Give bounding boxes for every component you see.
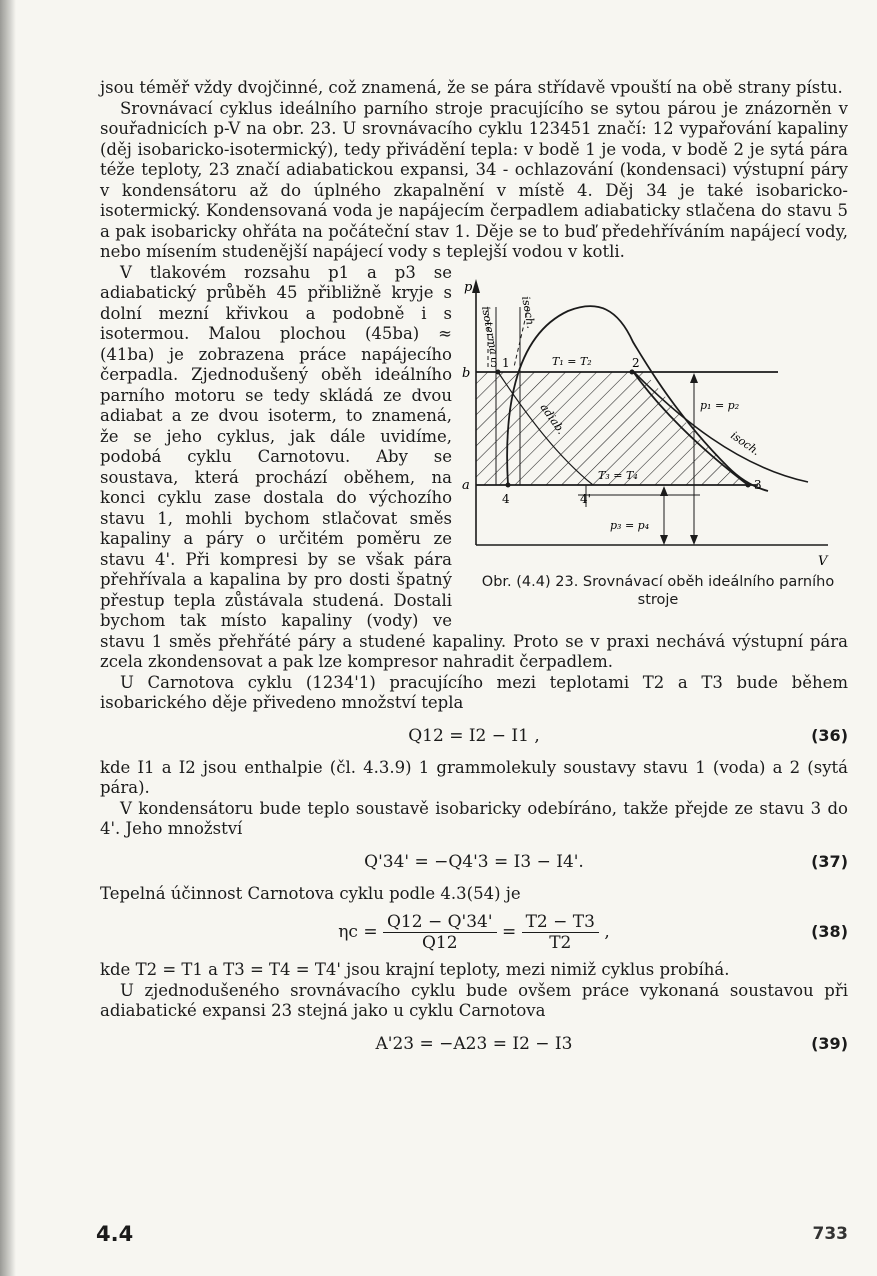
equation-37-number: (37) bbox=[811, 851, 848, 871]
equation-38 bbox=[100, 904, 848, 960]
p3-arrow-bottom bbox=[660, 535, 668, 545]
equation-38-fraction-1 bbox=[383, 912, 497, 953]
equation-38-comma: , bbox=[604, 922, 610, 942]
equation-38-denominator-1: Q12 bbox=[421, 933, 458, 953]
figure-caption: Obr. (4.4) 23. Srovnávací oběh ideálního parního stroje bbox=[481, 573, 835, 608]
figure-23 bbox=[462, 267, 848, 612]
label-p1-p2: p₁ = p₂ bbox=[700, 398, 740, 412]
label-point-5: 5 bbox=[490, 355, 498, 370]
p3-arrow-top bbox=[660, 486, 668, 496]
equation-37 bbox=[100, 840, 848, 884]
label-p3-p4: p₃ = p₄ bbox=[610, 518, 650, 532]
paragraph-cycle-description: Srovnávací cyklus ideálního parního stroje pracujícího se sytou párou je znázorněn v souřadnicích p-V na obr. 23. U srovnávacího cyklu 123451 značí: 12 vypařování kapaliny (děj isobaricko-isotermický), tedy přivádění tepla: v bodě 1 je voda, v bodě 2 je sytá pára téže teploty, 23 značí adiabatickou expansi, 34 - ochlazování (kondensaci) výstupní páry v kondensátoru až do úplného zkapalnění v místě 4. Děj 34 je také isobaricko-isotermický. Kondensovaná voda je napájecím čerpadlem adiabaticky stlačena do stavu 5 a pak isobaricky ohřáta na počáteční stav 1. Děje se to buď předehříváním napájecí vody, nebo mísením studenější napájecí vody s teplejší vodou v kotli. bbox=[100, 98, 848, 261]
equation-38-denominator-2: T2 bbox=[549, 933, 572, 953]
state-point-2 bbox=[630, 369, 635, 374]
label-isoch-right: isoch. bbox=[728, 428, 763, 458]
label-b: b bbox=[462, 365, 471, 381]
equation-36-number: (36) bbox=[811, 725, 848, 745]
paragraph-enthalpy: kde I1 a I2 jsou enthalpie (čl. 4.3.9) 1 grammolekuly soustavy stavu 1 (voda) a 2 (sytá pára). bbox=[100, 757, 848, 797]
page-footer bbox=[96, 1222, 848, 1252]
label-point-3: 3 bbox=[754, 477, 762, 492]
label-point-4prime: 4' bbox=[580, 491, 591, 506]
page-number: 733 bbox=[812, 1224, 848, 1244]
equation-38-fraction-2 bbox=[522, 912, 599, 953]
label-isoch-left: isoch. bbox=[519, 294, 538, 330]
equation-38-lhs: ηc = bbox=[338, 922, 378, 942]
label-p-axis: p bbox=[464, 279, 473, 295]
label-point-1: 1 bbox=[502, 355, 510, 370]
equation-39-number: (39) bbox=[811, 1033, 848, 1053]
equation-39 bbox=[100, 1022, 848, 1066]
equation-38-numerator-1: Q12 − Q'34' bbox=[383, 912, 497, 933]
equation-36-body: Q12 = I2 − I1 , bbox=[408, 725, 540, 746]
page-edge-shadow bbox=[0, 0, 16, 1276]
label-point-4: 4 bbox=[502, 491, 510, 506]
section-number: 4.4 bbox=[96, 1222, 134, 1246]
equation-39-body: A'23 = −A23 = I2 − I3 bbox=[375, 1033, 573, 1054]
equation-38-equals: = bbox=[501, 922, 517, 942]
paragraph-pressure-range: V tlakovém rozsahu p1 a p3 se adiabatický průběh 45 přibližně kryje s dolní mezní křivkou a podobně i s isotermou. Malou plochou (45ba) ≈ (41ba) je zobrazena práce napájecího čerpadla. Zjednodušený oběh ideálního parního motoru se tedy skládá ze dvou adiabat a ze dvou isoterm, to znamená, že se jeho cyklus, jak dále uvidíme, podobá cyklu Carnotovu. Aby se soustava, která prochází oběhem, na konci cyklu zase dostala do výchozího stavu 1, mohli bychom stlačovat směs kapaliny a páry o určitém poměru ze stavu 4'. Při kompresi by se však pára přehřívala a kapalina by pro dosti špatný přestup tepla zůstávala studená. Dostali bychom tak místo kapaliny (vody) ve stavu 1 směs přehřáté páry a studené kapaliny. Proto se v praxi nechává výstupní pára zcela zkondensovat a pak lze kompresor nahradit čerpadlem. bbox=[100, 262, 848, 671]
label-v-axis: V bbox=[818, 553, 828, 569]
state-point-4 bbox=[506, 482, 511, 487]
equation-37-body: Q'34' = −Q4'3 = I3 − I4'. bbox=[364, 851, 584, 872]
pv-diagram bbox=[462, 267, 848, 569]
label-a: a bbox=[462, 477, 470, 493]
label-point-2: 2 bbox=[632, 355, 640, 370]
paragraph-condenser: V kondensátoru bude teplo soustavě isobaricky odebíráno, takže přejde ze stavu 3 do 4'. Jeho množství bbox=[100, 798, 848, 838]
label-adiab: adiab. bbox=[537, 400, 568, 437]
label-t3-t4: T₃ = T₄ bbox=[598, 468, 638, 482]
paragraph-simplified-cycle: U zjednodušeného srovnávacího cyklu bude ovšem práce vykonaná soustavou při adiabatické expansi 23 stejná jako u cyklu Carnotova bbox=[100, 980, 848, 1020]
equation-36 bbox=[100, 714, 848, 758]
label-t1-t2: T₁ = T₂ bbox=[552, 354, 592, 368]
paragraph-continuation: jsou téměř vždy dvojčinné, což znamená, že se pára střídavě vpouští na obě strany pístu. bbox=[100, 78, 843, 97]
equation-38-number: (38) bbox=[811, 922, 848, 941]
state-point-1 bbox=[496, 369, 501, 374]
p-axis-arrow bbox=[472, 279, 480, 293]
paragraph-temperatures: kde T2 = T1 a T3 = T4 = T4' jsou krajní teploty, mezi nimiž cyklus probíhá. bbox=[100, 960, 730, 979]
p1-arrow-top bbox=[690, 373, 698, 383]
equation-38-numerator-2: T2 − T3 bbox=[522, 912, 599, 933]
page-body bbox=[100, 78, 848, 1066]
paragraph-efficiency: Tepelná účinnost Carnotova cyklu podle 4.3(54) je bbox=[100, 883, 521, 903]
label-isoterma: isoterma bbox=[479, 304, 501, 356]
p1-arrow-bottom bbox=[690, 535, 698, 545]
state-point-3 bbox=[746, 482, 751, 487]
paragraph-carnot-heat: U Carnotova cyklu (1234'1) pracujícího mezi teplotami T2 a T3 bude během isobarického děje přivedeno množství tepla bbox=[100, 672, 848, 712]
